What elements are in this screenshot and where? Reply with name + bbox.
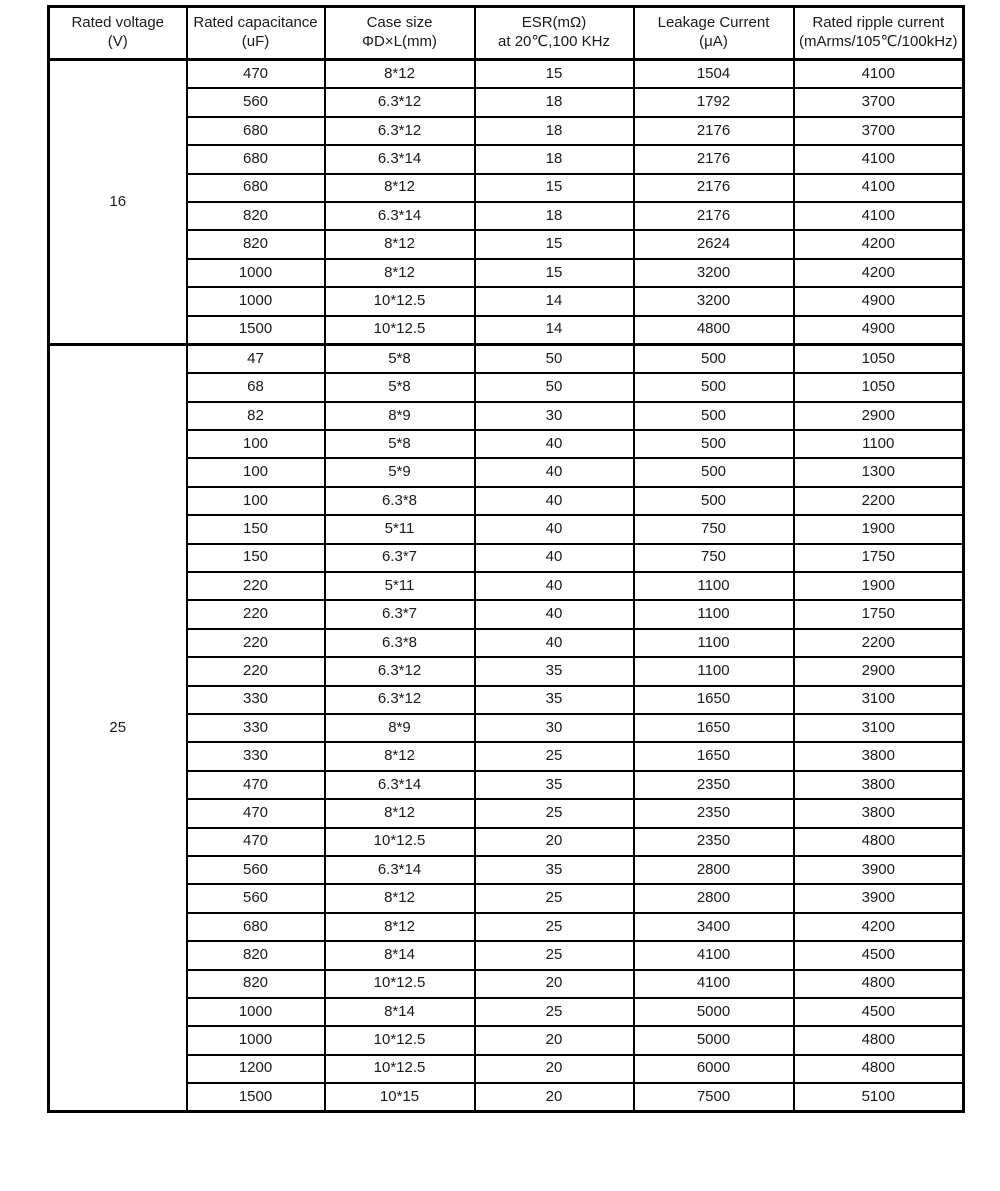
capacitance-cell: 330 <box>187 714 325 742</box>
table-row <box>49 174 964 202</box>
leakage-current-cell: 1792 <box>634 88 794 116</box>
ripple-current-cell: 5100 <box>794 1083 964 1112</box>
leakage-current-cell: 2800 <box>634 856 794 884</box>
header-row <box>49 7 964 60</box>
ripple-current-cell: 3100 <box>794 714 964 742</box>
capacitance-cell: 1000 <box>187 287 325 315</box>
header-esr <box>475 7 634 60</box>
ripple-current-cell: 4800 <box>794 828 964 856</box>
capacitance-cell: 470 <box>187 799 325 827</box>
leakage-current-cell: 2624 <box>634 230 794 258</box>
table-body <box>49 60 964 1112</box>
esr-cell: 50 <box>475 373 634 401</box>
table-row <box>49 799 964 827</box>
case-size-cell: 8*12 <box>325 884 475 912</box>
esr-cell: 15 <box>475 230 634 258</box>
leakage-current-cell: 1100 <box>634 572 794 600</box>
leakage-current-cell: 750 <box>634 544 794 572</box>
table-row <box>49 287 964 315</box>
case-size-cell: 5*8 <box>325 430 475 458</box>
header-rated-capacitance <box>187 7 325 60</box>
case-size-cell: 8*12 <box>325 742 475 770</box>
capacitance-cell: 680 <box>187 174 325 202</box>
capacitance-cell: 820 <box>187 202 325 230</box>
esr-cell: 50 <box>475 344 634 373</box>
esr-cell: 18 <box>475 202 634 230</box>
table-row <box>49 230 964 258</box>
table-row <box>49 344 964 373</box>
ripple-current-cell: 4100 <box>794 174 964 202</box>
leakage-current-cell: 2350 <box>634 828 794 856</box>
ripple-current-cell: 1750 <box>794 600 964 628</box>
table-row <box>49 1083 964 1112</box>
leakage-current-cell: 3200 <box>634 287 794 315</box>
case-size-cell: 8*9 <box>325 714 475 742</box>
esr-cell: 18 <box>475 88 634 116</box>
case-size-cell: 6.3*12 <box>325 657 475 685</box>
ripple-current-cell: 4200 <box>794 913 964 941</box>
capacitance-cell: 220 <box>187 600 325 628</box>
capacitance-cell: 100 <box>187 487 325 515</box>
case-size-cell: 8*12 <box>325 913 475 941</box>
capacitance-cell: 560 <box>187 88 325 116</box>
case-size-cell: 6.3*8 <box>325 487 475 515</box>
ripple-current-cell: 4100 <box>794 145 964 173</box>
leakage-current-cell: 6000 <box>634 1055 794 1083</box>
table-row <box>49 600 964 628</box>
table-row <box>49 970 964 998</box>
header-ripple-current <box>794 7 964 60</box>
case-size-cell: 10*12.5 <box>325 828 475 856</box>
table-row <box>49 373 964 401</box>
esr-cell: 30 <box>475 402 634 430</box>
ripple-current-cell: 4100 <box>794 202 964 230</box>
capacitance-cell: 1000 <box>187 259 325 287</box>
leakage-current-cell: 2800 <box>634 884 794 912</box>
case-size-cell: 6.3*12 <box>325 686 475 714</box>
capacitance-cell: 220 <box>187 572 325 600</box>
leakage-current-cell: 2176 <box>634 117 794 145</box>
table-row <box>49 657 964 685</box>
case-size-cell: 8*14 <box>325 941 475 969</box>
table-row <box>49 686 964 714</box>
ripple-current-cell: 1050 <box>794 373 964 401</box>
table-row <box>49 430 964 458</box>
case-size-cell: 6.3*14 <box>325 145 475 173</box>
esr-cell: 14 <box>475 316 634 345</box>
case-size-cell: 8*12 <box>325 799 475 827</box>
table-row <box>49 941 964 969</box>
header-line: (μA) <box>699 33 728 50</box>
table-row <box>49 88 964 116</box>
leakage-current-cell: 2350 <box>634 799 794 827</box>
ripple-current-cell: 2200 <box>794 629 964 657</box>
capacitance-cell: 1500 <box>187 1083 325 1112</box>
capacitance-cell: 68 <box>187 373 325 401</box>
leakage-current-cell: 5000 <box>634 998 794 1026</box>
ripple-current-cell: 1900 <box>794 572 964 600</box>
capacitance-cell: 680 <box>187 913 325 941</box>
ripple-current-cell: 1050 <box>794 344 964 373</box>
table-row <box>49 884 964 912</box>
leakage-current-cell: 1100 <box>634 600 794 628</box>
esr-cell: 25 <box>475 742 634 770</box>
leakage-current-cell: 750 <box>634 515 794 543</box>
capacitance-cell: 1500 <box>187 316 325 345</box>
table-row <box>49 60 964 89</box>
table-row <box>49 856 964 884</box>
esr-cell: 40 <box>475 544 634 572</box>
ripple-current-cell: 4200 <box>794 230 964 258</box>
table-row <box>49 629 964 657</box>
case-size-cell: 8*12 <box>325 230 475 258</box>
ripple-current-cell: 3800 <box>794 742 964 770</box>
case-size-cell: 6.3*8 <box>325 629 475 657</box>
capacitance-cell: 820 <box>187 230 325 258</box>
header-line: at 20℃,100 KHz <box>498 33 610 50</box>
case-size-cell: 8*9 <box>325 402 475 430</box>
voltage-cell: 16 <box>49 60 187 345</box>
esr-cell: 25 <box>475 941 634 969</box>
esr-cell: 15 <box>475 259 634 287</box>
esr-cell: 20 <box>475 828 634 856</box>
table-row <box>49 515 964 543</box>
case-size-cell: 8*12 <box>325 174 475 202</box>
leakage-current-cell: 2176 <box>634 202 794 230</box>
leakage-current-cell: 1650 <box>634 742 794 770</box>
esr-cell: 40 <box>475 572 634 600</box>
leakage-current-cell: 1100 <box>634 629 794 657</box>
esr-cell: 14 <box>475 287 634 315</box>
esr-cell: 40 <box>475 600 634 628</box>
header-line: ESR(mΩ) <box>521 14 587 32</box>
header-line: (V) <box>107 33 128 50</box>
case-size-cell: 10*12.5 <box>325 287 475 315</box>
capacitance-cell: 330 <box>187 742 325 770</box>
header-line: ΦD×L(mm) <box>362 33 437 50</box>
table-row <box>49 202 964 230</box>
leakage-current-cell: 2176 <box>634 145 794 173</box>
esr-cell: 40 <box>475 487 634 515</box>
esr-cell: 40 <box>475 629 634 657</box>
capacitance-cell: 1000 <box>187 1026 325 1054</box>
ripple-current-cell: 3100 <box>794 686 964 714</box>
capacitance-cell: 680 <box>187 145 325 173</box>
case-size-cell: 6.3*7 <box>325 600 475 628</box>
leakage-current-cell: 500 <box>634 458 794 486</box>
ripple-current-cell: 1900 <box>794 515 964 543</box>
capacitance-cell: 330 <box>187 686 325 714</box>
capacitance-cell: 470 <box>187 771 325 799</box>
leakage-current-cell: 4100 <box>634 970 794 998</box>
leakage-current-cell: 3400 <box>634 913 794 941</box>
esr-cell: 35 <box>475 657 634 685</box>
capacitance-cell: 1000 <box>187 998 325 1026</box>
capacitance-cell: 820 <box>187 941 325 969</box>
capacitance-cell: 560 <box>187 856 325 884</box>
table-row <box>49 316 964 345</box>
table-row <box>49 1055 964 1083</box>
esr-cell: 40 <box>475 430 634 458</box>
ripple-current-cell: 4900 <box>794 316 964 345</box>
table-row <box>49 771 964 799</box>
ripple-current-cell: 3700 <box>794 117 964 145</box>
capacitance-cell: 470 <box>187 60 325 89</box>
leakage-current-cell: 4800 <box>634 316 794 345</box>
leakage-current-cell: 500 <box>634 487 794 515</box>
capacitance-cell: 560 <box>187 884 325 912</box>
case-size-cell: 10*12.5 <box>325 1026 475 1054</box>
table-row <box>49 742 964 770</box>
capacitance-cell: 470 <box>187 828 325 856</box>
esr-cell: 15 <box>475 60 634 89</box>
header-line: Rated voltage <box>71 14 165 32</box>
leakage-current-cell: 500 <box>634 373 794 401</box>
esr-cell: 20 <box>475 1026 634 1054</box>
capacitance-cell: 150 <box>187 544 325 572</box>
table-row <box>49 913 964 941</box>
ripple-current-cell: 3700 <box>794 88 964 116</box>
capacitor-spec-table <box>47 5 965 1113</box>
leakage-current-cell: 2350 <box>634 771 794 799</box>
ripple-current-cell: 4500 <box>794 941 964 969</box>
esr-cell: 25 <box>475 884 634 912</box>
case-size-cell: 10*12.5 <box>325 316 475 345</box>
capacitance-cell: 220 <box>187 657 325 685</box>
case-size-cell: 5*11 <box>325 572 475 600</box>
case-size-cell: 6.3*14 <box>325 771 475 799</box>
ripple-current-cell: 3800 <box>794 799 964 827</box>
capacitance-cell: 82 <box>187 402 325 430</box>
ripple-current-cell: 4500 <box>794 998 964 1026</box>
capacitance-cell: 680 <box>187 117 325 145</box>
header-line: (mArms/105℃/100kHz) <box>798 33 958 50</box>
table-row <box>49 544 964 572</box>
case-size-cell: 5*9 <box>325 458 475 486</box>
esr-cell: 18 <box>475 145 634 173</box>
esr-cell: 35 <box>475 856 634 884</box>
capacitance-cell: 100 <box>187 430 325 458</box>
case-size-cell: 10*15 <box>325 1083 475 1112</box>
case-size-cell: 6.3*14 <box>325 202 475 230</box>
header-line: Case size <box>366 14 433 32</box>
case-size-cell: 6.3*12 <box>325 117 475 145</box>
ripple-current-cell: 1100 <box>794 430 964 458</box>
leakage-current-cell: 500 <box>634 430 794 458</box>
case-size-cell: 10*12.5 <box>325 1055 475 1083</box>
capacitance-cell: 1200 <box>187 1055 325 1083</box>
case-size-cell: 5*8 <box>325 373 475 401</box>
ripple-current-cell: 4800 <box>794 970 964 998</box>
table-row <box>49 714 964 742</box>
header-line: (uF) <box>241 33 270 50</box>
ripple-current-cell: 2900 <box>794 657 964 685</box>
esr-cell: 40 <box>475 515 634 543</box>
header-line: Rated ripple current <box>812 14 945 32</box>
case-size-cell: 5*8 <box>325 344 475 373</box>
capacitance-cell: 150 <box>187 515 325 543</box>
table-row <box>49 402 964 430</box>
table-row <box>49 259 964 287</box>
capacitance-cell: 220 <box>187 629 325 657</box>
table-header <box>49 7 964 60</box>
case-size-cell: 8*12 <box>325 60 475 89</box>
table-row <box>49 145 964 173</box>
leakage-current-cell: 2176 <box>634 174 794 202</box>
table-row <box>49 828 964 856</box>
capacitance-cell: 820 <box>187 970 325 998</box>
header-line: Leakage Current <box>657 14 770 32</box>
leakage-current-cell: 7500 <box>634 1083 794 1112</box>
ripple-current-cell: 4200 <box>794 259 964 287</box>
leakage-current-cell: 500 <box>634 402 794 430</box>
esr-cell: 25 <box>475 799 634 827</box>
table-row <box>49 998 964 1026</box>
header-leakage-current <box>634 7 794 60</box>
esr-cell: 25 <box>475 913 634 941</box>
ripple-current-cell: 4900 <box>794 287 964 315</box>
leakage-current-cell: 500 <box>634 344 794 373</box>
capacitance-cell: 100 <box>187 458 325 486</box>
ripple-current-cell: 3900 <box>794 884 964 912</box>
ripple-current-cell: 3800 <box>794 771 964 799</box>
table-row <box>49 117 964 145</box>
case-size-cell: 5*11 <box>325 515 475 543</box>
ripple-current-cell: 4800 <box>794 1026 964 1054</box>
table-row <box>49 1026 964 1054</box>
table-row <box>49 458 964 486</box>
esr-cell: 18 <box>475 117 634 145</box>
esr-cell: 40 <box>475 458 634 486</box>
case-size-cell: 6.3*12 <box>325 88 475 116</box>
header-case-size <box>325 7 475 60</box>
esr-cell: 20 <box>475 1083 634 1112</box>
leakage-current-cell: 1504 <box>634 60 794 89</box>
leakage-current-cell: 4100 <box>634 941 794 969</box>
case-size-cell: 10*12.5 <box>325 970 475 998</box>
ripple-current-cell: 2900 <box>794 402 964 430</box>
header-rated-voltage <box>49 7 187 60</box>
ripple-current-cell: 2200 <box>794 487 964 515</box>
leakage-current-cell: 3200 <box>634 259 794 287</box>
esr-cell: 25 <box>475 998 634 1026</box>
case-size-cell: 8*12 <box>325 259 475 287</box>
esr-cell: 30 <box>475 714 634 742</box>
esr-cell: 20 <box>475 1055 634 1083</box>
voltage-cell: 25 <box>49 344 187 1112</box>
case-size-cell: 6.3*7 <box>325 544 475 572</box>
esr-cell: 20 <box>475 970 634 998</box>
header-line: Rated capacitance <box>193 14 318 32</box>
leakage-current-cell: 1650 <box>634 714 794 742</box>
leakage-current-cell: 1650 <box>634 686 794 714</box>
ripple-current-cell: 4800 <box>794 1055 964 1083</box>
esr-cell: 15 <box>475 174 634 202</box>
ripple-current-cell: 3900 <box>794 856 964 884</box>
case-size-cell: 8*14 <box>325 998 475 1026</box>
leakage-current-cell: 5000 <box>634 1026 794 1054</box>
case-size-cell: 6.3*14 <box>325 856 475 884</box>
ripple-current-cell: 4100 <box>794 60 964 89</box>
table-row <box>49 487 964 515</box>
capacitance-cell: 47 <box>187 344 325 373</box>
esr-cell: 35 <box>475 686 634 714</box>
esr-cell: 35 <box>475 771 634 799</box>
ripple-current-cell: 1300 <box>794 458 964 486</box>
ripple-current-cell: 1750 <box>794 544 964 572</box>
table-row <box>49 572 964 600</box>
leakage-current-cell: 1100 <box>634 657 794 685</box>
